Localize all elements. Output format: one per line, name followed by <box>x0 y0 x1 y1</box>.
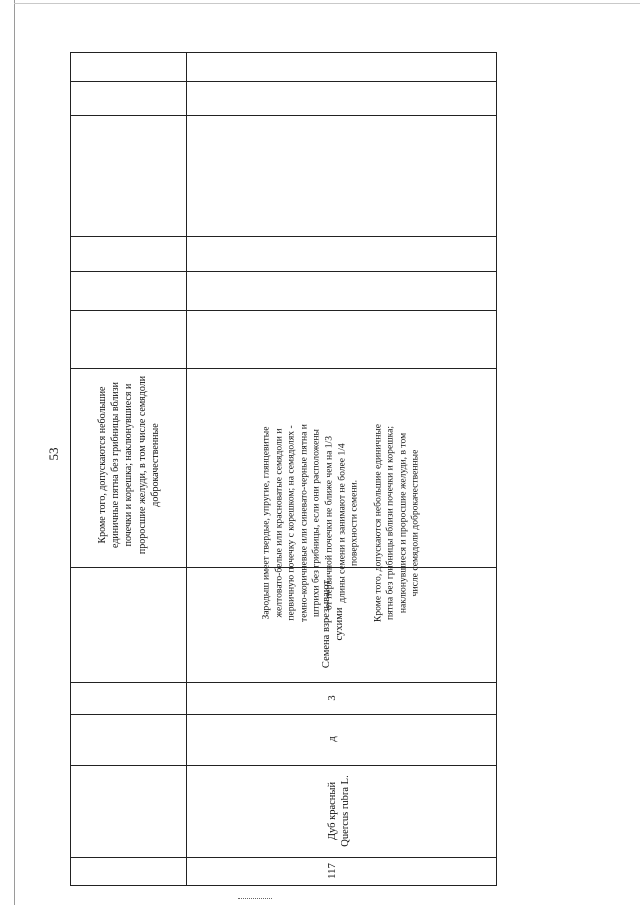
cell-col-3: 3 <box>327 695 339 701</box>
cell-col-d: д <box>327 736 339 742</box>
row-divider <box>70 714 497 715</box>
row-divider <box>70 368 497 369</box>
cell-species <box>294 766 384 856</box>
row-divider <box>70 115 497 116</box>
criteria-paragraph-1: Зародыш имеет твердые, упругие, глянцевитые желтовато-белые или красноватые семядоли и первичную почечку с корешком; на семядолях - темно-коричневые или синевато-черные пятна и штрихи без грибницы, если они расположены от первичной почечки не ближе чем на 1/3 длины семени и занимают не более 1/4 поверхности семени. <box>260 424 360 622</box>
row-divider <box>70 81 497 82</box>
row-divider <box>70 857 497 858</box>
species-latin-name: Quercus rubra L. <box>340 775 351 847</box>
cell-prev-criteria: Кроме того, допускаются небольшие единичные пятна без грибницы вблизи почечки и корешка; наклюнувшиеся и проросшие желуди, в том числе семядоли доброкачественные <box>96 375 161 555</box>
cell-row-number: 117 <box>326 862 339 880</box>
row-divider <box>70 310 497 311</box>
criteria-paragraph-2: Кроме того, допускаются небольшие единичные пятна без грибницы вблизи почечки и корешка; наклюнувшиеся и проросшие желуди, в том числе семядоли доброкачественные <box>372 423 421 623</box>
table-border-top <box>70 52 497 53</box>
row-divider <box>70 236 497 237</box>
row-divider <box>70 271 497 272</box>
row-divider <box>70 765 497 766</box>
table-border-bottom <box>70 885 497 886</box>
cell-method: Семена взрезывают сухими <box>320 579 345 669</box>
row-divider <box>70 682 497 683</box>
species-russian-name: Дуб красный <box>326 781 338 841</box>
page-number: 53 <box>46 447 61 461</box>
footer-mark <box>238 898 272 900</box>
